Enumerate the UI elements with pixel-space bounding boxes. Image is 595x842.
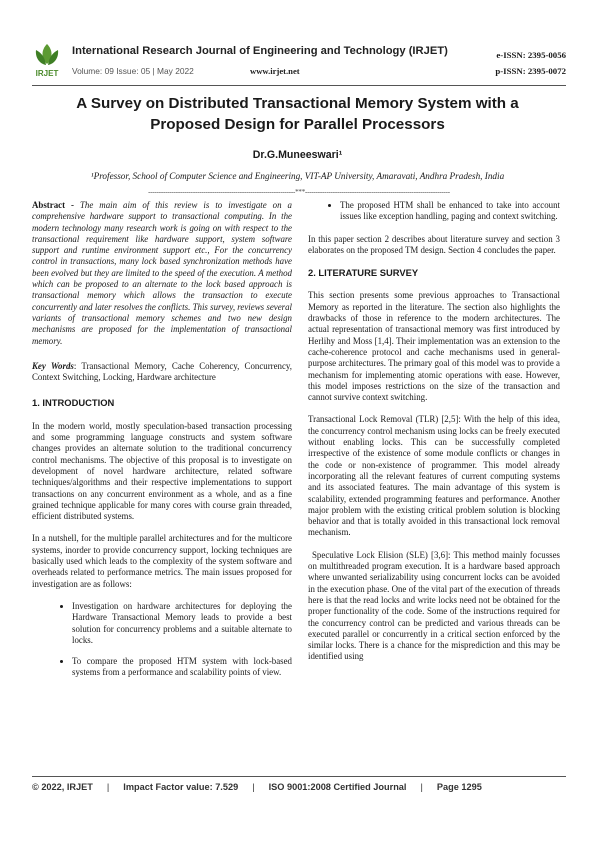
page-footer	[32, 782, 566, 792]
literature-paragraph-3: Speculative Lock Elision (SLE) [3,6]: This method mainly focusses on multithreaded program execution. It is a hardware based approach where unwanted serializability using concurrent locks can be avoided in the execution phase. One of the vital part of the execution of threads here is that the read locks and write locks need not be obtained for the proper functionality of the code. Some of the instructions required for the concurrency control can be predicted and various threads can be executed parallel or concurrently in a critical section enforced by the similar locks. There is a chance for the misprediction and this may be identified using	[308, 549, 560, 662]
abstract-label: Abstract -	[32, 200, 74, 210]
issues-list	[32, 601, 292, 679]
abstract	[32, 200, 292, 347]
p-issn: p-ISSN: 2395-0072	[495, 66, 566, 76]
literature-survey-heading: 2. LITERATURE SURVEY	[308, 267, 419, 279]
intro-heading: 1. INTRODUCTION	[32, 397, 115, 409]
intro-paragraph-2: In a nutshell, for the multiple parallel architectures and for the multicore systems, inorder to provide concurrency support, locking techniques are basically used which leads to the complexity of the system software and overheads related to performance metrics. The main issues proposed for investigation are as follows:	[32, 533, 292, 589]
keywords	[32, 361, 292, 384]
footer-copyright: © 2022, IRJET	[32, 782, 93, 792]
journal-title: International Research Journal of Engineering and Technology (IRJET)	[72, 45, 448, 57]
keywords-text: : Transactional Memory, Cache Coherency, Concurrency, Context Switching, Locking, Hardware architecture	[32, 360, 292, 383]
header-rule	[32, 85, 566, 86]
journal-website: www.irjet.net	[250, 66, 300, 76]
section-separator: ---------------------------------------------------------------------***--------------------------------------------------------------------	[148, 189, 450, 196]
footer-rule	[32, 776, 566, 777]
footer-separator: |	[420, 782, 423, 792]
footer-iso: ISO 9001:2008 Certified Journal	[268, 782, 407, 792]
footer-impact-factor: Impact Factor value: 7.529	[123, 782, 239, 792]
irjet-logo-icon	[32, 42, 62, 80]
footer-separator: |	[106, 782, 110, 792]
e-issn: e-ISSN: 2395-0056	[496, 50, 566, 60]
paper-title	[40, 93, 555, 135]
list-item: • The proposed HTM shall be enhanced to take into account issues like exception handling, paging and context switching.	[340, 200, 560, 223]
intro-paragraph-1: In the modern world, mostly speculation-based transaction processing and some programming language constructs and system software changes provides an alternate solution to the traditional concurrency control mechanisms. The objective of this proposal is to investigate on development of novel hardware architecture, related software techniques/algorithms and their respective implementations to support transactions on any concurrent environment as a whole, and as a fine grained technique applicable for many cores with course grain threaded, efficient distributed systems.	[32, 420, 292, 522]
footer-page-number: Page 1295	[436, 782, 482, 792]
svg-text:IRJET: IRJET	[35, 69, 59, 78]
journal-header	[32, 42, 566, 82]
issues-list-continued	[308, 200, 560, 223]
list-item: • To compare the proposed HTM system with lock-based systems from a performance and scalability points of view.	[72, 656, 292, 679]
paper-outline-paragraph: In this paper section 2 describes about literature survey and section 3 elaborates on the proposed TM design. Section 4 concludes the paper.	[308, 233, 560, 255]
keywords-label: Key Words	[32, 360, 74, 371]
footer-separator: |	[252, 782, 255, 792]
title-line-2: Proposed Design for Parallel Processors	[150, 116, 445, 133]
list-item: • Investigation on hardware architectures for deploying the Hardware Transactional Memory leads to provide a best solution for concurrency problems and a suitable alternate to locks.	[72, 601, 292, 646]
author-affiliation: ¹Professor, School of Computer Science and Engineering, VIT-AP University, Amaravati, Andhra Pradesh, India	[90, 171, 505, 181]
volume-issue: Volume: 09 Issue: 05 | May 2022	[72, 66, 194, 76]
right-column	[308, 200, 560, 674]
title-line-1: A Survey on Distributed Transactional Memory System with a	[76, 95, 519, 112]
author-name: Dr.G.Muneeswari¹	[252, 149, 343, 161]
abstract-text: The main aim of this review is to investigate on a comprehensive hardware support to transactional computing. In the modern technology many research work is going on with respect to the transactional requirement like hardware support, system software support and runtime environment support etc., For the concurrency control in transactions, many lock based synchronization methods have been evolved but they are limited to the speed of the execution. A method which can be proposed to an alternate to the lock based approach is transactional memory which allows the transaction to execute concurrently and later resolves the conflicts. This survey, reviews several variants of transactional memory schemes and two new design mechanisms are proposed for the implementation of transactional memory.	[32, 200, 292, 346]
literature-paragraph-1: This section presents some previous approaches to Transactional Memory as reported in the literature. The section also highlights the drawbacks of those in reference to the modern architectures. The actual representation of transactional memory was first introduced by Herlihy and Moss [1,4]. Their implementation was an extension to the cache-coherence protocol and cache mechanisms used in general-purpose architectures. The primary goal of this model was to provide a mechanism for implementing atomic operations with ease. However, this model imposes restrictions on the size of the transaction and cannot survive context switching.	[308, 290, 560, 403]
literature-paragraph-2: Transactional Lock Removal (TLR) [2,5]: With the help of this idea, the concurrency control mechanism using locks can be freely executed without enabling locks. This can be successfully completed irrespective of the existence of some module conflicts or changes in the code or non-existence of programmer. This model already incorporating all the relevant features of current computing systems and its associated features. The main advantage of this system is scalability, extended programming features and performance. Another major problem with the existing critical problem solution is blocking behavior and that is totally avoided in this transactional lock removal mechanism.	[308, 414, 560, 538]
left-column	[32, 200, 292, 690]
